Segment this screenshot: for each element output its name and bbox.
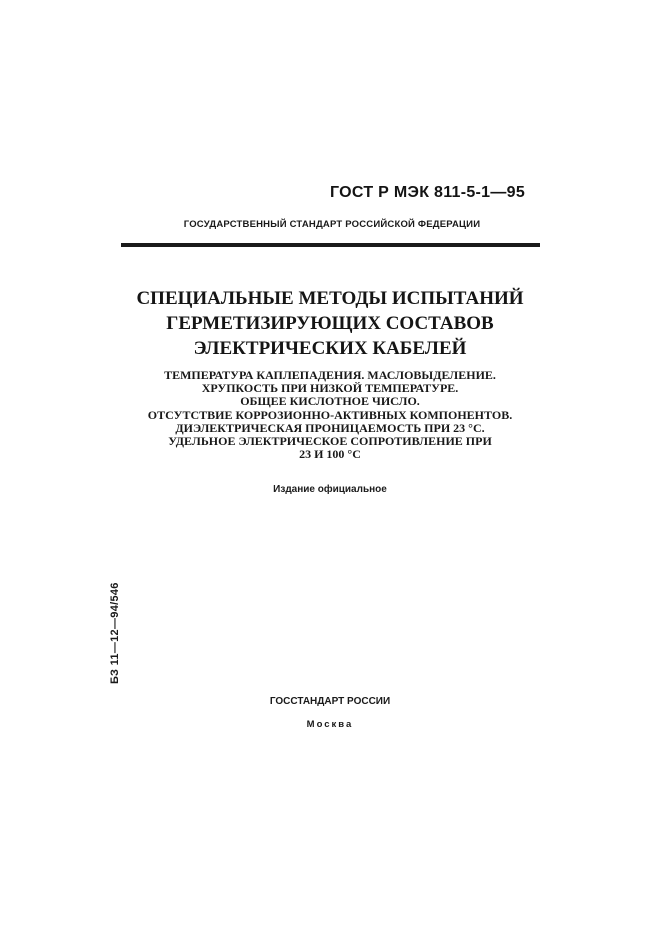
publisher: ГОССТАНДАРТ РОССИИ <box>269 696 391 707</box>
standard-type: ГОСУДАРСТВЕННЫЙ СТАНДАРТ РОССИЙСКОЙ ФЕДЕРАЦИИ <box>183 219 481 230</box>
document-title <box>120 286 540 361</box>
subtitle-line: ТЕМПЕРАТУРА КАПЛЕПАДЕНИЯ. МАСЛОВЫДЕЛЕНИЕ. <box>164 368 496 382</box>
title-line: ГЕРМЕТИЗИРУЮЩИХ СОСТАВОВ <box>166 313 494 334</box>
document-code: ГОСТ Р МЭК 811-5-1—95 <box>330 184 526 201</box>
subtitle-line: УДЕЛЬНОЕ ЭЛЕКТРИЧЕСКОЕ СОПРОТИВЛЕНИЕ ПРИ <box>168 434 492 449</box>
side-code: БЗ 11—12—94/546 <box>109 582 121 684</box>
subtitle-line: ОБЩЕЕ КИСЛОТНОЕ ЧИСЛО. <box>240 394 420 409</box>
subtitle-line: 23 И 100 °С <box>299 447 361 462</box>
city: Москва <box>306 719 354 730</box>
edition-label: Издание официальное <box>273 484 387 495</box>
subtitle-line: ХРУПКОСТЬ ПРИ НИЗКОЙ ТЕМПЕРАТУРЕ. <box>201 381 459 396</box>
title-line: ЭЛЕКТРИЧЕСКИХ КАБЕЛЕЙ <box>193 338 467 359</box>
title-line: СПЕЦИАЛЬНЫЕ МЕТОДЫ ИСПЫТАНИЙ <box>136 288 524 309</box>
subtitle-line: ОТСУТСТВИЕ КОРРОЗИОННО-АКТИВНЫХ КОМПОНЕНТОВ. <box>147 407 513 422</box>
document-subtitle <box>120 369 540 461</box>
subtitle-line: ДИЭЛЕКТРИЧЕСКАЯ ПРОНИЦАЕМОСТЬ ПРИ 23 °С. <box>175 420 485 435</box>
header-divider <box>121 243 540 247</box>
